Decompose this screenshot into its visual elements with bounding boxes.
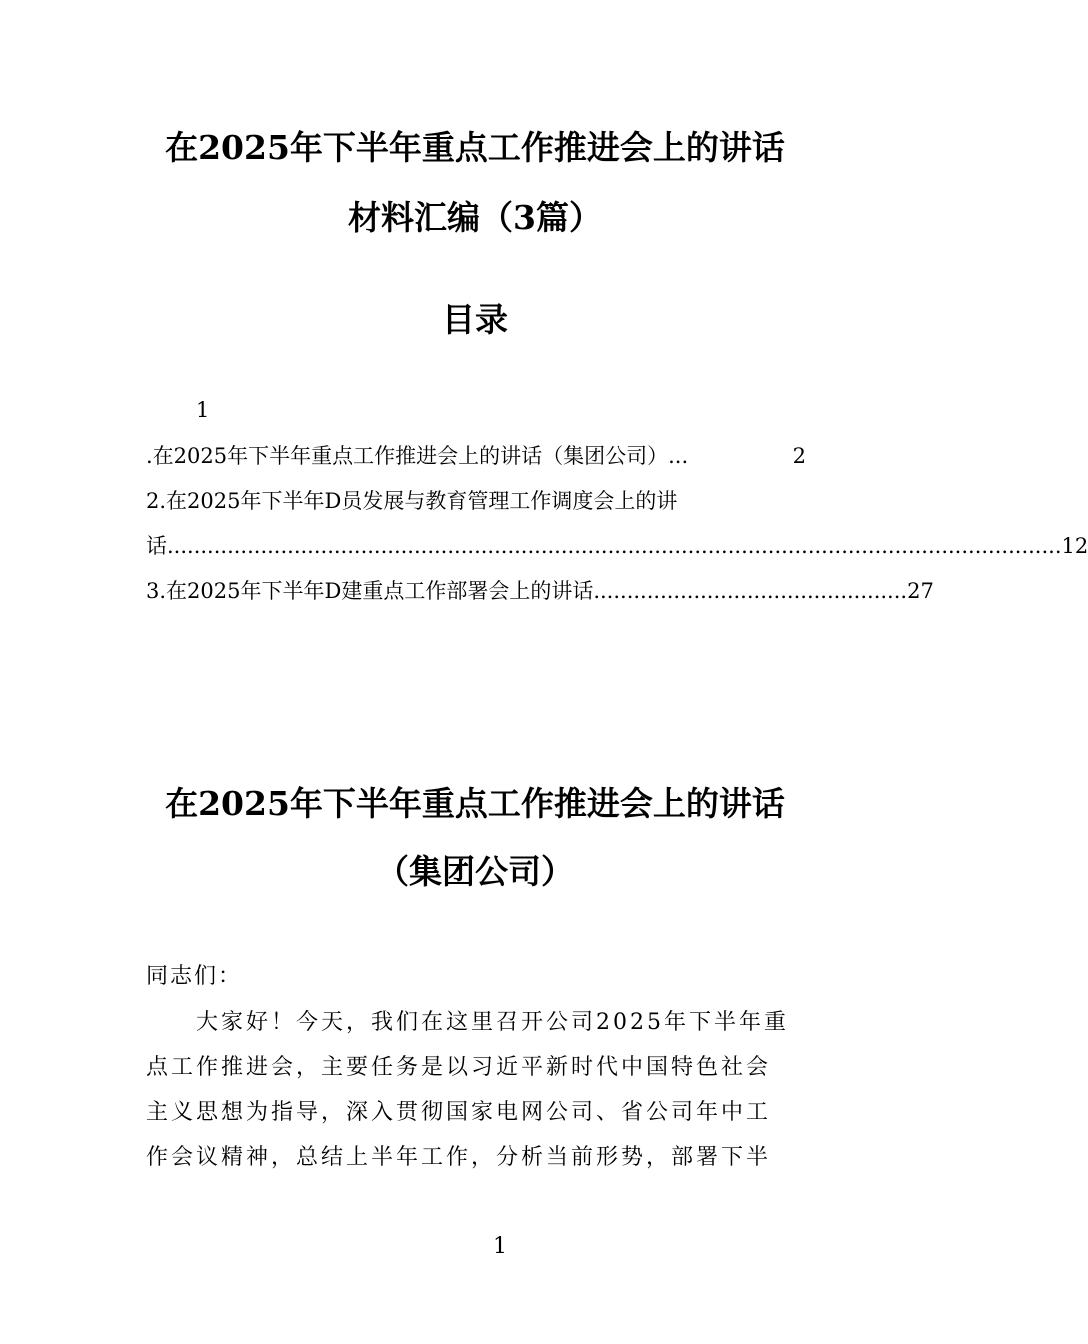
toc-heading: 目录 xyxy=(442,300,508,339)
toc-entry-3-leader: ............................................... xyxy=(593,579,908,603)
page-number: 1 xyxy=(493,1234,507,1259)
toc-entry-1-page: 2 xyxy=(792,444,806,468)
toc-entry-1-leader: ... xyxy=(668,444,689,468)
toc-entry-2-text-line2: 话 xyxy=(146,534,167,558)
toc-entry-2-line1[interactable] xyxy=(146,486,806,516)
section-title-line1: 在2025年下半年重点工作推进会上的讲话 xyxy=(165,784,785,823)
toc-entry-3[interactable] xyxy=(146,576,934,606)
toc-entry-3-text: 3.在2025年下半年D建重点工作部署会上的讲话 xyxy=(146,579,594,603)
toc-entry-3-page: 27 xyxy=(907,579,934,603)
toc-entry-1[interactable] xyxy=(146,441,806,471)
toc-entry-1-text: .在2025年下半年重点工作推进会上的讲话（集团公司） xyxy=(146,444,669,468)
paragraph-line-3: 主义思想为指导，深入贯彻国家电网公司、省公司年中工 xyxy=(146,1100,772,1125)
section-title-line2: （集团公司） xyxy=(376,852,574,891)
toc-entry-2-page: 12 xyxy=(1061,534,1088,558)
toc-entry-2-line2[interactable] xyxy=(146,531,1088,561)
document-title-line1: 在2025年下半年重点工作推进会上的讲话 xyxy=(165,128,785,167)
paragraph-line-2: 点工作推进会，主要任务是以习近平新时代中国特色社会 xyxy=(146,1055,772,1080)
paragraph-line-1: 大家好！今天，我们在这里召开公司2025年下半年重 xyxy=(196,1010,789,1035)
document-title-line2: 材料汇编（3篇） xyxy=(348,198,602,237)
toc-entry-2-text-line1: 2.在2025年下半年D员发展与教育管理工作调度会上的讲 xyxy=(146,489,678,513)
toc-entry-1-number: 1 xyxy=(196,398,210,422)
paragraph-line-4: 作会议精神，总结上半年工作，分析当前形势，部署下半 xyxy=(146,1145,772,1170)
toc-entry-2-leader: ...................................................................................................................................... xyxy=(167,534,1062,558)
salutation: 同志们： xyxy=(146,964,243,989)
